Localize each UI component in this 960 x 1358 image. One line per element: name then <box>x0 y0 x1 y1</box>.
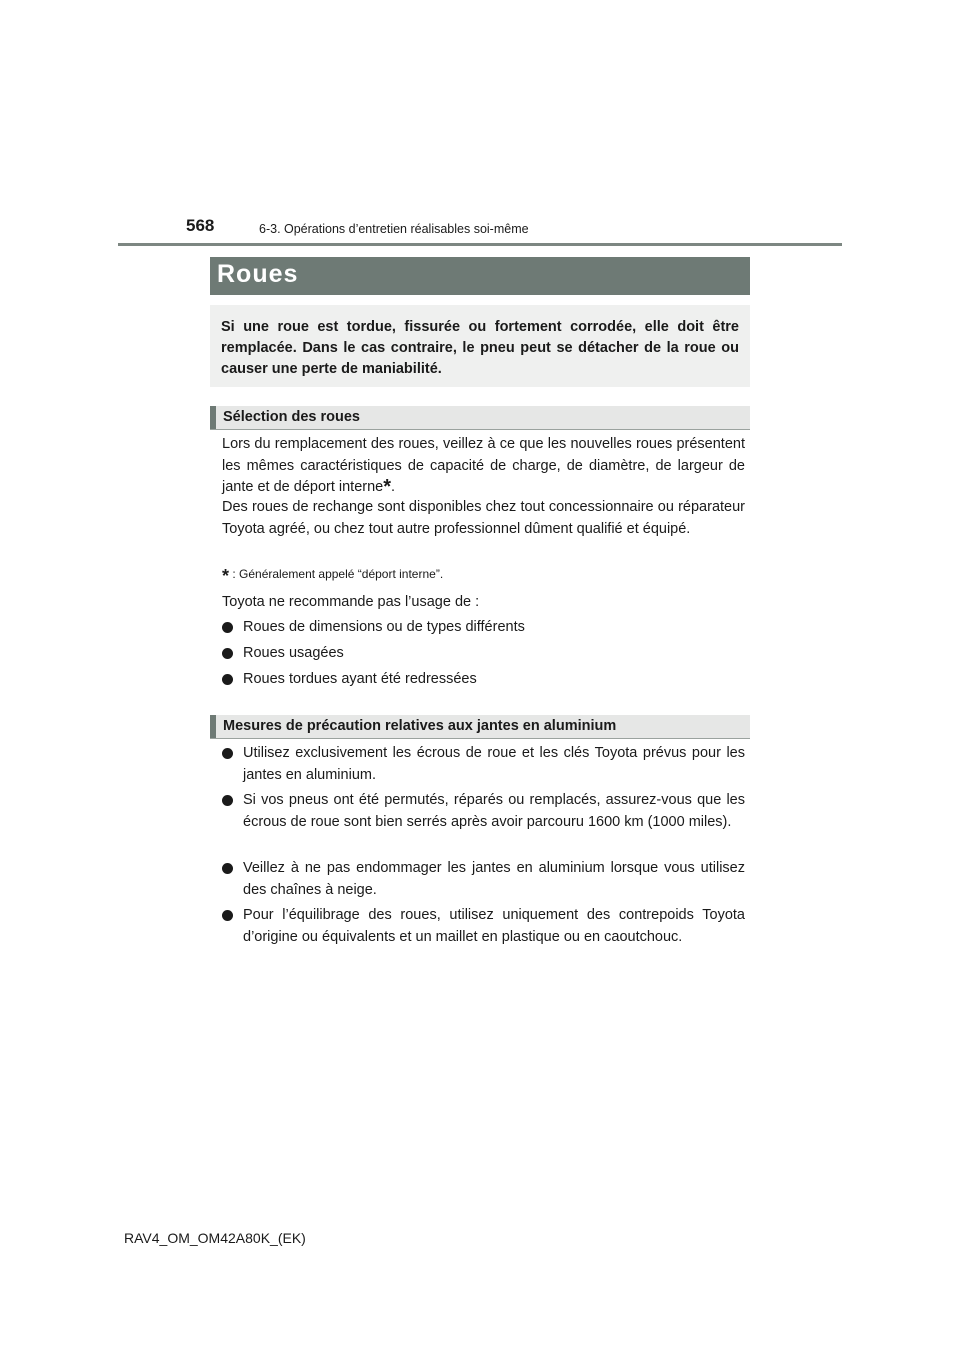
list-item-text: Roues usagées <box>243 645 344 661</box>
section-path: 6-3. Opérations d’entretien réalisables soi-même <box>259 222 529 236</box>
footnote-marker: * <box>383 476 392 498</box>
selection-heading: Sélection des roues <box>223 409 360 425</box>
list-item-text: Utilisez exclusivement les écrous de roue et les clés Toyota prévus pour les jantes en aluminium. <box>243 745 745 783</box>
intro-box <box>210 305 750 387</box>
list-item <box>222 858 745 901</box>
footnote-star: * <box>222 566 230 586</box>
selection-heading-rule <box>210 429 750 430</box>
selection-paragraph-2: Des roues de rechange sont disponibles chez tout concessionnaire ou réparateur Toyota agréé, ou chez tout autre professionnel dûment qualifié et équipé. <box>222 499 745 537</box>
bullet-dot-icon <box>222 910 233 921</box>
list-item-text: Roues de dimensions ou de types différents <box>243 619 525 635</box>
selection-paragraph-1-end: . <box>391 479 396 495</box>
list-item-text: Si vos pneus ont été permutés, réparés ou remplacés, assurez-vous que les écrous de roue sont bien serrés après avoir parcouru 1600 km (1000 miles). <box>243 792 745 830</box>
bullet-dot-icon <box>222 648 233 659</box>
list-item <box>222 669 745 691</box>
bullet-dot-icon <box>222 863 233 874</box>
list-item-text: Roues tordues ayant été redressées <box>243 671 477 687</box>
footer-document-code: RAV4_OM_OM42A80K_(EK) <box>124 1230 306 1246</box>
intro-text: Si une roue est tordue, fissurée ou fortement corrodée, elle doit être remplacée. Dans le cas contraire, le pneu peut se détacher de la roue ou causer une perte de maniabilité. <box>221 319 739 377</box>
aluminium-heading-rule <box>210 738 750 739</box>
bullet-dot-icon <box>222 748 233 759</box>
selection-paragraph-1 <box>222 434 745 499</box>
list-item <box>222 617 745 639</box>
title-bar <box>210 257 750 295</box>
page-title: Roues <box>217 260 299 288</box>
list-item-text: Veillez à ne pas endommager les jantes en aluminium lorsque vous utilisez des chaînes à neige. <box>243 860 745 898</box>
header-rule <box>118 243 842 246</box>
footnote-text: : Généralement appelé “déport interne”. <box>232 567 444 581</box>
selection-heading-bar <box>210 406 750 429</box>
aluminium-heading: Mesures de précaution relatives aux jantes en aluminium <box>223 718 617 734</box>
bullet-dot-icon <box>222 674 233 685</box>
list-item <box>222 643 745 665</box>
list-item-text: Pour l’équilibrage des roues, utilisez uniquement des contrepoids Toyota d’origine ou équivalents et un maillet en plastique ou en caoutchouc. <box>243 907 745 945</box>
bullet-dot-icon <box>222 795 233 806</box>
list-item <box>222 790 745 833</box>
page-number: 568 <box>186 216 215 235</box>
bullet-dot-icon <box>222 622 233 633</box>
not-recommended-intro: Toyota ne recommande pas l’usage de : <box>222 594 480 610</box>
selection-paragraph-1-text: Lors du remplacement des roues, veillez à ce que les nouvelles roues présentent les mêmes caractéristiques de capacité de charge, de diamètre, de largeur de jante et de déport interne <box>222 436 745 495</box>
aluminium-heading-bar <box>210 715 750 738</box>
footnote <box>222 566 444 586</box>
list-item <box>222 905 745 948</box>
list-item <box>222 743 745 786</box>
